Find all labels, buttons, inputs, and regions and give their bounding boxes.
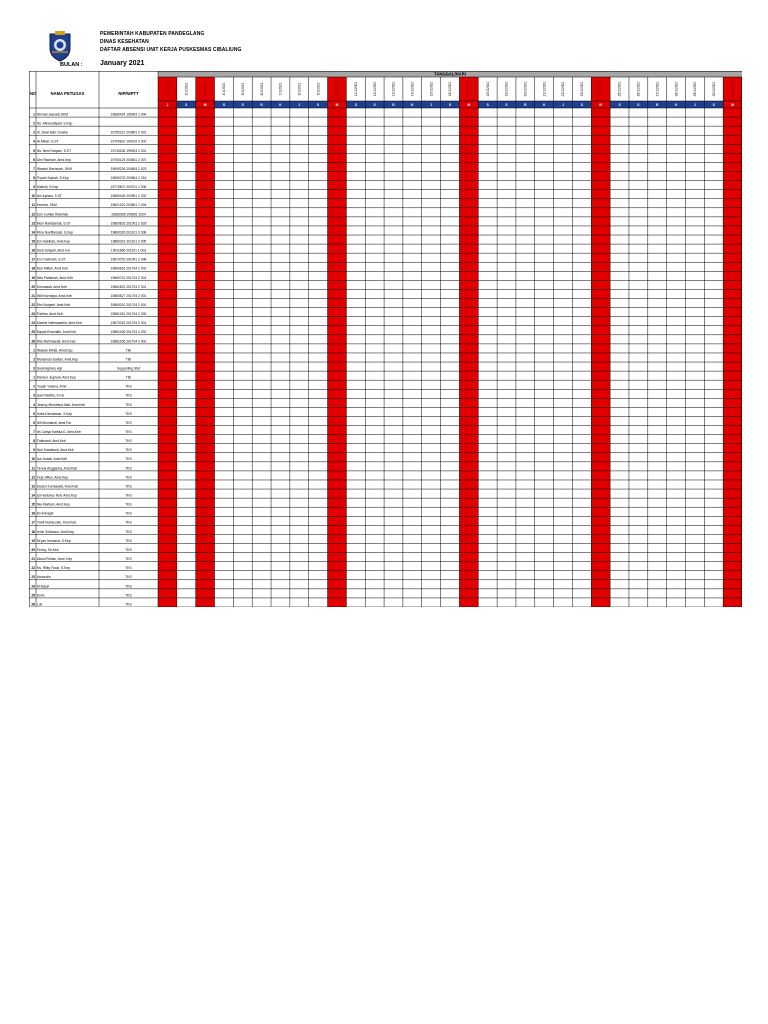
row-name: Yopah Yuliana, Amd: [37, 384, 67, 389]
row-nip: TKS: [125, 475, 132, 480]
day-letter: S: [354, 103, 357, 107]
row-nip: TKS: [125, 384, 132, 389]
row-name: Luli: [37, 602, 43, 607]
row-name: Fatimanti, Amd.Keb: [37, 439, 66, 444]
day-letter: M: [599, 103, 603, 107]
row-name: Eli Indrajati: [37, 511, 54, 516]
row-no: 5: [33, 411, 35, 416]
row-nip: TKS: [125, 575, 132, 580]
row-no: 4: [33, 139, 35, 144]
row-nip: 19690226 200604 2 023: [110, 166, 147, 171]
day-letter: S: [317, 103, 320, 107]
row-name: Ns. Neni Haryani, S.ST: [37, 148, 72, 153]
row-name: Neni Ramdaniati, S.ST: [37, 221, 71, 226]
row-nip: TKS: [125, 547, 132, 552]
row-no: 12: [31, 475, 35, 480]
day-letter: K: [674, 103, 678, 107]
day-letter: K: [411, 103, 414, 107]
day-letter: S: [373, 103, 376, 107]
attendance-table: [29, 71, 742, 607]
date-label: 7/1/2021: [278, 82, 283, 96]
row-name: Yanti Nurfauziah, Amd.Keb: [37, 520, 77, 525]
row-no: 9: [33, 185, 35, 190]
row-name: Wiit Nurmaya, Amd.Keb: [37, 293, 72, 298]
row-name: Wawan Wiriat, Amd.Kep: [37, 348, 73, 353]
row-nip: Supporting Staf: [117, 366, 140, 371]
row-nip: TKS: [125, 411, 132, 416]
row-name: Ienie Sofianum, Amd.Kep: [37, 529, 75, 534]
row-no: 19: [31, 538, 35, 543]
date-label: 10/1/2021: [335, 81, 340, 97]
row-nip: 19680424 199003 1 009: [110, 112, 147, 117]
col-nip-header: NIP/NIPTT: [118, 91, 139, 96]
row-no: 17: [31, 520, 35, 525]
row-nip: 19750321 200801 2 001: [110, 130, 147, 135]
row-name: Rina Noeffiansari, S.Kep: [37, 230, 74, 235]
row-no: 14: [31, 493, 35, 498]
row-no: 1: [33, 112, 35, 117]
row-nip: TKS: [125, 593, 132, 598]
row-nip: TBI: [125, 357, 132, 362]
row-no: 1: [33, 375, 35, 380]
date-label: 16/1/2021: [448, 81, 453, 97]
row-nip: 19860602 201001 2 029: [110, 221, 147, 226]
row-no: 6: [33, 420, 35, 425]
row-name: Ns. Akhmadiyadi, S.Kep: [37, 121, 73, 126]
row-no: 7: [33, 166, 35, 171]
row-nip: TKS: [125, 466, 132, 471]
date-label: 30/1/2021: [711, 81, 716, 97]
row-no: 1: [33, 348, 35, 353]
date-label: 24/1/2021: [598, 81, 603, 97]
row-nip: TKS: [125, 511, 132, 516]
row-name: Ns. Rifky Fauzi, S.Kep: [37, 566, 70, 571]
row-name: Een Curlian Robiman: [37, 212, 69, 217]
date-label: 17/1/2021: [467, 81, 472, 97]
row-name: Partina, Amd.Keb: [37, 312, 63, 317]
day-letter: R: [656, 103, 659, 107]
row-nip: TKS: [125, 393, 132, 398]
row-no: 9: [33, 448, 35, 453]
row-nip: 19860527 201704 2 001: [110, 293, 147, 298]
date-label: 22/1/2021: [561, 81, 566, 97]
day-letter: R: [524, 103, 527, 107]
row-name: Hendra, SKM: [37, 203, 57, 208]
row-no: 19: [31, 275, 35, 280]
row-name: Muhamad Sodlan, Amd.Kep: [37, 357, 79, 362]
row-nip: 19650702 200604 2 016: [110, 175, 147, 180]
day-letter: S: [486, 103, 489, 107]
row-no: 16: [31, 511, 35, 516]
date-label: 11/1/2021: [354, 81, 359, 97]
date-label: 29/1/2021: [693, 81, 698, 97]
row-name: Ipi Hartonyo Nofi, Amd.Kep: [37, 493, 77, 498]
row-nip: 19870720 201001 2 008: [110, 257, 147, 262]
row-no: 23: [31, 312, 35, 317]
row-nip: 19860210 201704 2 001: [110, 303, 147, 307]
row-no: 13: [31, 221, 35, 226]
day-letter: S: [185, 103, 188, 107]
tanggal-header: TANGGAL/HARI: [434, 71, 466, 77]
row-no: 3: [33, 130, 35, 135]
date-label: 15/1/2021: [429, 81, 434, 97]
day-letter: R: [260, 103, 263, 107]
row-name: Ani Apriani, S.ST: [37, 194, 62, 199]
row-no: 15: [31, 502, 35, 507]
row-no: 15: [31, 239, 35, 244]
row-no: 23: [31, 575, 35, 580]
row-name: Dedi Sofyadi, Amd.Far: [37, 248, 70, 253]
row-name: Fenny, Sh.Keb: [37, 547, 59, 552]
row-nip: 19911666 201101 1 003: [110, 248, 147, 253]
row-name: Feja Jilfian, Amd.Kep: [37, 475, 68, 480]
date-label: 18/1/2021: [485, 81, 490, 97]
header-agency: PEMERINTAH KABUPATEN PANDEGLANG: [100, 31, 205, 37]
date-label: 2/1/2021: [184, 82, 189, 96]
row-no: 21: [31, 557, 35, 562]
row-name: Ahmad Jaenadi,SKM: [37, 112, 68, 117]
row-name: Maliuhi, S.Kep: [37, 185, 59, 190]
row-nip: TKS: [125, 457, 132, 462]
day-letter: M: [731, 103, 734, 107]
row-no: 2: [33, 121, 35, 126]
month-label: BULAN :: [60, 62, 83, 68]
row-nip: TKS: [125, 430, 132, 435]
date-label: 23/1/2021: [580, 81, 585, 97]
day-letter: J: [693, 103, 696, 107]
row-no: 24: [31, 321, 35, 326]
date-label: 13/1/2021: [391, 81, 396, 97]
row-nip: TBI: [125, 348, 132, 353]
row-no: 10: [31, 457, 35, 462]
row-no: 2: [33, 384, 35, 389]
row-no: 22: [31, 303, 35, 307]
day-letter: K: [279, 103, 282, 107]
row-name: Rita Rahmawati, Amd.Keb: [37, 339, 76, 344]
row-name: dr. Dewi Asih Yunelia: [37, 130, 68, 135]
row-no: 4: [33, 402, 35, 407]
row-no: 24: [31, 584, 35, 589]
row-nip: TKS: [125, 420, 132, 425]
month-value: January 2021: [100, 60, 145, 67]
row-name: Enim: [37, 593, 45, 598]
row-name: Yenna Anggarina, Amd.Keb: [37, 466, 78, 471]
holiday-column: [459, 108, 478, 607]
row-nip: 19760129 200601 2 007: [110, 157, 147, 162]
row-no: 12: [31, 212, 35, 217]
row-nip: 19860816 201704 2 002: [110, 266, 147, 271]
day-letter: S: [505, 103, 508, 107]
date-label: 14/1/2021: [410, 81, 415, 97]
date-label: 4/1/2021: [222, 82, 227, 96]
row-no: 13: [31, 484, 35, 489]
row-nip: 19881006 201704 2 002: [110, 330, 147, 335]
row-name: Mansur Juqriadi, Amd.Kep: [37, 375, 76, 380]
row-nip: 19860710 201704 2 001: [110, 275, 147, 280]
day-letter: S: [448, 103, 452, 107]
row-nip: TKS: [125, 448, 132, 453]
row-name: Dini Rachiah, Amd.Kep: [37, 157, 71, 162]
row-no: 22: [31, 566, 35, 571]
row-nip: 19860426 200901 2 002: [110, 194, 147, 199]
date-label: 1/1/2021: [165, 82, 170, 96]
day-letter: J: [166, 103, 169, 107]
date-label: 31/1/2021: [730, 81, 735, 97]
row-no: 20: [31, 547, 35, 552]
row-no: 3: [33, 393, 35, 398]
row-name: Jeanoy Mursidina Alait, Amd.Keb: [37, 402, 86, 407]
row-nip: 19870315 201704 2 001: [110, 321, 147, 326]
date-label: 8/1/2021: [297, 82, 302, 96]
row-name: Warsini Rachmah, SKM: [37, 166, 72, 171]
row-name: Martha Hatimaadhia, Amd.Keb: [37, 321, 82, 326]
row-no: 2: [33, 357, 35, 362]
row-name: Suali Agriani, Agl: [37, 366, 62, 371]
date-label: 20/1/2021: [523, 81, 528, 97]
row-name: Ipan Reditia, S.Far: [37, 393, 65, 398]
row-name: Nia Marliam, Amd.Kep: [37, 502, 70, 507]
day-letter: M: [467, 103, 471, 107]
date-label: 28/1/2021: [674, 81, 679, 97]
row-nip: 19881261 201704 2 003: [110, 312, 147, 317]
row-nip: 19861501 201704 2 001: [110, 284, 147, 289]
row-nip: 19770807 200701 1 006: [110, 185, 147, 190]
row-no: 10: [31, 194, 35, 199]
day-letter: S: [222, 103, 226, 107]
row-nip: 19700810 199102 2 002: [110, 139, 147, 144]
row-no: 26: [31, 339, 35, 344]
row-nip: TKS: [125, 402, 132, 407]
row-no: 25: [31, 330, 35, 335]
row-name: Popah Sopiah, S.Kep: [37, 175, 69, 180]
day-letter: J: [298, 103, 301, 107]
row-nip: TKS: [125, 484, 132, 489]
day-letter: R: [392, 103, 395, 107]
row-name: Nayati Rusniatih, Amd.Keb: [37, 330, 77, 335]
row-name: Kurnawati, Amd.Keb: [37, 284, 67, 289]
holiday-column: [723, 108, 742, 607]
header-department: DINAS KESEHATAN: [100, 39, 149, 45]
row-nip: 19880301 201101 2 005: [110, 239, 147, 244]
row-no: 25: [31, 593, 35, 598]
row-name: Ni'yan Irmniana, S.Kep: [37, 538, 71, 543]
row-name: Ai Aliliah, S.ST: [37, 139, 59, 144]
day-letter: M: [335, 103, 339, 107]
day-letter: S: [637, 103, 640, 107]
row-nip: TBI: [125, 375, 132, 380]
date-label: 12/1/2021: [372, 81, 377, 97]
row-name: Irs Cahya Kartika D, Amd.Keb: [37, 430, 81, 435]
day-letter: S: [580, 103, 583, 107]
row-no: 16: [31, 248, 35, 253]
row-name: Eni Habibah, Amd.Kep: [37, 239, 71, 244]
row-name: Isa Juniati, Amd.Keb: [37, 457, 68, 462]
row-nip: 19820506 200801 1004: [111, 212, 146, 217]
row-name: Nuli Suwlianeli, Amd.Keb: [37, 448, 74, 453]
row-name: Abdul Rohan, Amd. Kep: [37, 557, 73, 562]
row-nip: TKS: [125, 538, 132, 543]
holiday-column: [328, 108, 347, 607]
row-nip: 19821201 200801 1 004: [110, 203, 147, 208]
day-letter: S: [712, 103, 715, 107]
row-no: 18: [31, 266, 35, 271]
row-no: 11: [31, 203, 35, 208]
row-nip: TKS: [125, 493, 132, 498]
row-nip: 19881006 201704 2 002: [110, 339, 147, 344]
row-nip: 19860330 201101 2 008: [110, 230, 147, 235]
day-letter: S: [618, 103, 621, 107]
row-name: Evi Chelimah, S.ST: [37, 257, 66, 262]
row-no: 6: [33, 157, 35, 162]
row-no: 11: [31, 466, 35, 471]
row-name: Indra Darmawan, S.Kep: [37, 411, 73, 416]
row-nip: TKS: [125, 439, 132, 444]
row-no: 7: [33, 430, 35, 435]
row-nip: TKS: [125, 520, 132, 525]
row-no: 18: [31, 529, 35, 534]
day-letter: K: [542, 103, 546, 107]
row-no: 3: [33, 366, 35, 371]
row-name: Sifi Mumiandi, Amd.Far: [37, 420, 72, 425]
row-no: 26: [31, 602, 35, 607]
date-label: 19/1/2021: [504, 81, 509, 97]
holiday-column: [196, 108, 215, 607]
date-label: 27/1/2021: [655, 81, 660, 97]
holiday-column: [158, 108, 177, 607]
row-name: M.Nipuri: [37, 584, 50, 589]
row-nip: TKS: [125, 502, 132, 507]
row-name: Nita Parlianah, Amd.Keb: [37, 275, 73, 280]
row-nip: 19740206 199003 2 001: [110, 148, 147, 153]
row-nip: TKS: [125, 529, 132, 534]
row-no: 20: [31, 284, 35, 289]
col-name-header: NAMA PETUGAS: [50, 91, 85, 96]
row-nip: TKS: [125, 557, 132, 562]
row-nip: TKS: [125, 566, 132, 571]
row-no: 14: [31, 230, 35, 235]
date-label: 25/1/2021: [617, 81, 622, 97]
regency-seal-icon: [46, 30, 74, 62]
row-nip: TKS: [125, 584, 132, 589]
row-no: 8: [33, 439, 35, 444]
header-title: DAFTAR ABSENSI UNIT KERJA PUSKESMAS CIBALIUNG: [100, 47, 242, 53]
row-no: 17: [31, 257, 35, 262]
row-no: 8: [33, 175, 35, 180]
day-letter: S: [241, 103, 244, 107]
row-nip: TKS: [125, 602, 132, 607]
date-label: 3/1/2021: [203, 82, 208, 96]
date-label: 21/1/2021: [542, 81, 547, 97]
row-no: 21: [31, 293, 35, 298]
row-name: Nuh Alifiah, Amd.Keb: [37, 266, 68, 271]
day-letter: J: [562, 103, 564, 107]
row-name: Rini Nurjanti, Amd.Keb: [37, 303, 71, 307]
day-letter: M: [203, 103, 207, 107]
row-name: Arsinudin: [37, 575, 51, 580]
date-label: 6/1/2021: [259, 82, 264, 96]
row-name: Dedeh Kurniawati, Amd.Keb: [37, 484, 79, 489]
date-label: 9/1/2021: [316, 82, 321, 96]
date-label: 5/1/2021: [240, 82, 245, 96]
day-letter: J: [430, 103, 433, 107]
date-label: 26/1/2021: [636, 81, 641, 97]
col-no-header: NO: [30, 91, 37, 96]
row-no: 5: [33, 148, 35, 153]
holiday-column: [591, 108, 610, 607]
